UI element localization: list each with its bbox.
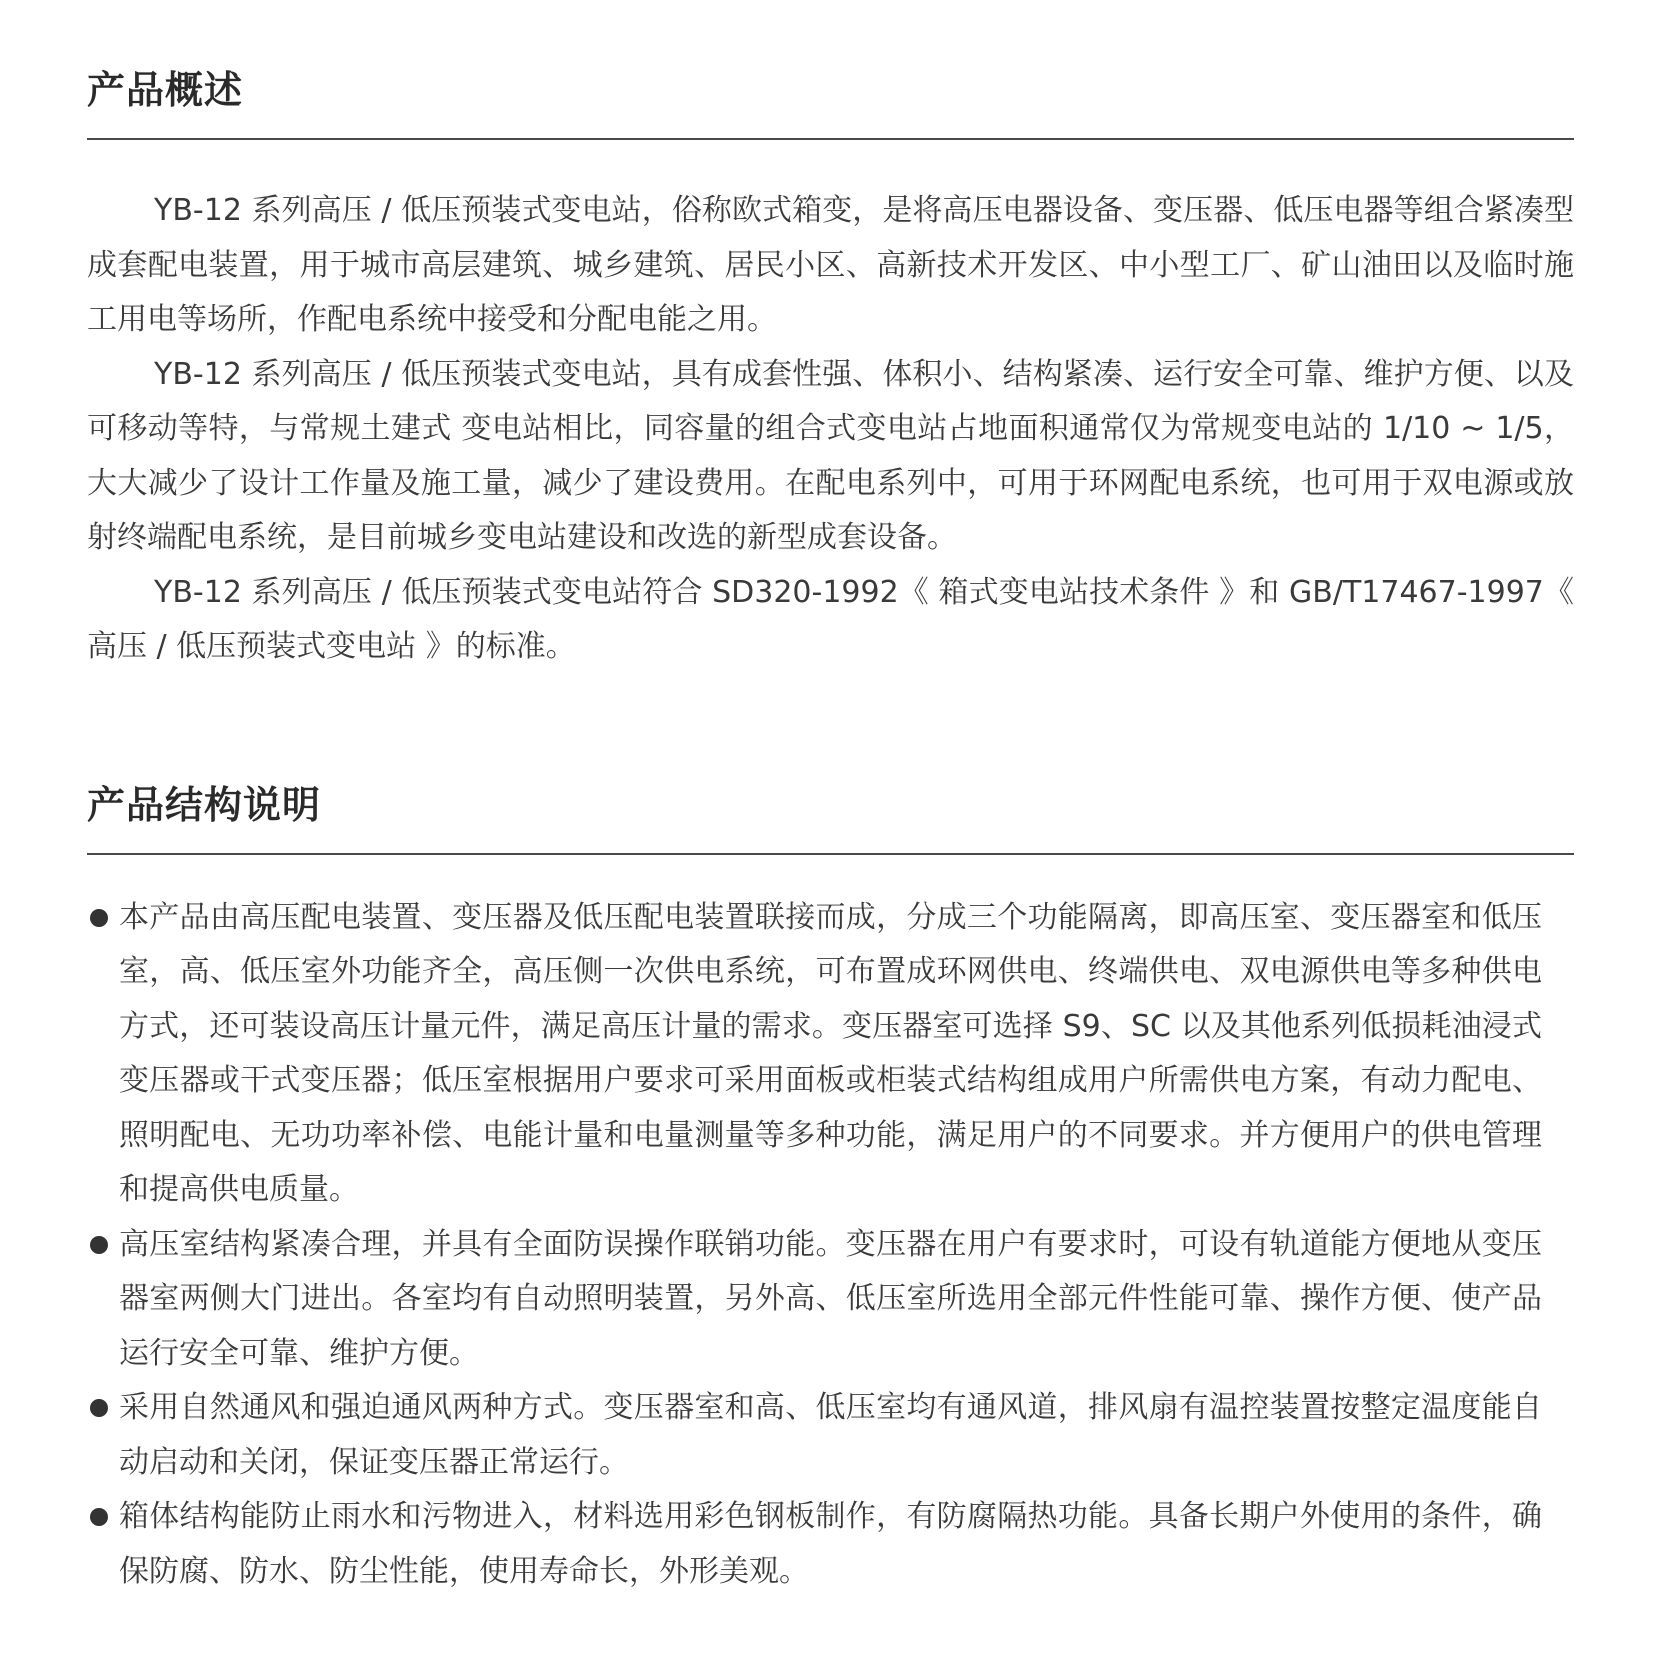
structure-divider bbox=[87, 853, 1574, 855]
list-item bbox=[87, 1381, 1542, 1490]
list-item-text: 箱体结构能防止雨水和污物进入，材料选用彩色钢板制作，有防腐隔热功能。具备长期户外使用的条件，确保防腐、防水、防尘性能，使用寿命长，外形美观。 bbox=[119, 1499, 1542, 1589]
overview-body bbox=[87, 184, 1574, 675]
list-item-text: 本产品由高压配电装置、变压器及低压配电装置联接而成，分成三个功能隔离，即高压室、变压器室和低压室，高、低压室外功能齐全，高压侧一次供电系统，可布置成环网供电、终端供电、双电源供电等多种供电方式，还可装设高压计量元件，满足高压计量的需求。变压器室可选择 S9、SC 以及其他系列低损耗油浸式变压器或干式变压器；低压室根据用户要求可采用面板或柜装式结构组成用户所需供电方案，有动力配电、照明配电、无功功率补偿、电能计量和电量测量等多种功能，满足用户的不同要求。并方便用户的供电管理和提高供电质量。 bbox=[119, 899, 1542, 1207]
overview-paragraph: YB-12 系列高压 / 低压预装式变电站符合 SD320-1992《 箱式变电站技术条件 》和 GB/T17467-1997《 高压 / 低压预装式变电站 》的标准。 bbox=[87, 574, 1574, 664]
bullet-dot-icon bbox=[90, 1399, 108, 1417]
overview-paragraph: YB-12 系列高压 / 低压预装式变电站，俗称欧式箱变，是将高压电器设备、变压器、低压电器等组合紧凑型成套配电装置，用于城市高层建筑、城乡建筑、居民小区、高新技术开发区、中小型工厂、矿山油田以及临时施工用电等场所，作配电系统中接受和分配电能之用。 bbox=[87, 193, 1574, 337]
overview-title: 产品概述 bbox=[87, 68, 244, 112]
bullet-dot-icon bbox=[90, 909, 108, 927]
overview-divider bbox=[87, 138, 1574, 140]
bullet-dot-icon bbox=[90, 1236, 108, 1254]
structure-list bbox=[87, 891, 1542, 1600]
structure-title: 产品结构说明 bbox=[87, 782, 322, 827]
list-item bbox=[87, 891, 1542, 1218]
list-item bbox=[87, 1218, 1542, 1382]
list-item bbox=[87, 1490, 1542, 1599]
overview-paragraph: YB-12 系列高压 / 低压预装式变电站，具有成套性强、体积小、结构紧凑、运行安全可靠、维护方便、以及可移动等特，与常规土建式 变电站相比，同容量的组合式变电站占地面积通常仅为常规变电站的 1/10 ~ 1/5，大大减少了设计工作量及施工量，减少了建设费用。在配电系列中，可用于环网配电系统，也可用于双电源或放射终端配电系统，是目前城乡变电站建设和改选的新型成套设备。 bbox=[87, 356, 1574, 555]
list-item-text: 采用自然通风和强迫通风两种方式。变压器室和高、低压室均有通风道，排风扇有温控装置按整定温度能自动启动和关闭，保证变压器正常运行。 bbox=[119, 1390, 1542, 1480]
bullet-dot-icon bbox=[90, 1508, 108, 1526]
list-item-text: 高压室结构紧凑合理，并具有全面防误操作联销功能。变压器在用户有要求时，可设有轨道能方便地从变压器室两侧大门进出。各室均有自动照明装置，另外高、低压室所选用全部元件性能可靠、操作方便、使产品运行安全可靠、维护方便。 bbox=[119, 1226, 1542, 1371]
